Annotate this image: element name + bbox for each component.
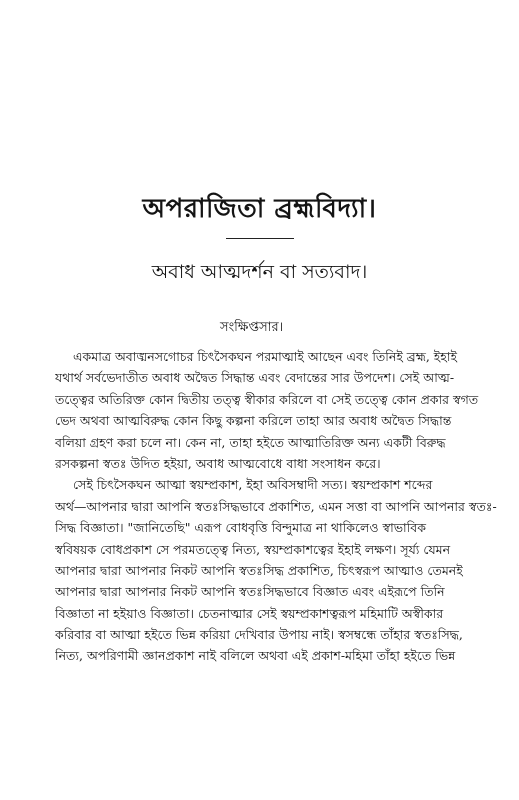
paragraph-line: বলিয়া গ্রহণ করা চলে না। কেন না, তাহা হইতে আত্মাতিরিক্ত অন্য একটী বিরুদ্ধ <box>55 434 446 450</box>
section-subtitle: অবাধ আত্মদর্শন বা সত্যবাদ। <box>151 261 368 283</box>
paragraph-line: করিবার বা আত্মা হইতে ভিন্ন করিয়া দেখিবার উপায় নাই। স্বসম্বন্ধে তাঁহার স্বতঃসিদ্ধ, <box>55 627 463 643</box>
paragraph-line: নিত্য, অপরিণামী জ্ঞানপ্রকাশ নাই বলিলে অথবা এই প্রকাশ-মহিমা তাঁহা হইতে ভিন্ন <box>55 648 456 664</box>
paragraph-line: বিজ্ঞাতা না হইয়াও বিজ্ঞাতা। চেতনাত্মার সেই স্বয়ম্প্রকাশত্বরূপ মহিমাটি অস্বীকার <box>55 605 444 621</box>
paragraph-line: আপনার দ্বারা আপনার নিকট আপনি স্বতঃসিদ্ধভাবে বিজ্ঞাত এবং এইরূপে তিনি <box>55 584 445 600</box>
paragraph-line: অর্থ—আপনার দ্বারা আপনি স্বতঃসিদ্ধভাবে প্রকাশিত, এমন সত্তা বা আপনি আপনার স্বতঃ- <box>55 498 497 514</box>
summary-heading: সংক্ষিপ্তসার। <box>220 320 284 335</box>
paragraph-line: তত্ত্বের অতিরিক্ত কোন দ্বিতীয় তত্ত্ব স্বীকার করিলে বা সেই তত্ত্বে কোন প্রকার স্বগত <box>55 391 479 407</box>
paragraph-line: সেই চিৎসৈকঘন আত্মা স্বয়ম্প্রকাশ, ইহা অবিসম্বাদী সত্য। স্বয়ম্প্রকাশ শব্দের <box>73 477 433 493</box>
title-divider <box>226 238 294 239</box>
paragraph-line: সিদ্ধ বিজ্ঞাতা। "জানিতেছি" এরূপ বোধবৃত্তি বিন্দুমাত্র না থাকিলেও স্বাভাবিক <box>55 520 426 536</box>
paragraph-line: আপনার দ্বারা আপনার নিকট আপনি স্বতঃসিদ্ধ প্রকাশিত, চিৎস্বরূপ আত্মাও তেমনই <box>55 562 463 578</box>
paragraph-line: স্ববিষয়ক বোধপ্রকাশ সে পরমতত্ত্বে নিত্য, স্বয়ম্প্রকাশত্বের ইহাই লক্ষণ। সূর্য্য যেমন <box>55 541 451 557</box>
paragraph-line: রসকল্পনা স্বতঃ উদিত হইয়া, অবাধ আত্মবোধে বাধা সংসাধন করে। <box>55 455 381 471</box>
paragraph-line: ভেদ অথবা আত্মবিরুদ্ধ কোন কিছু কল্পনা করিলে তাহা আর অবাধ অদ্বৈত সিদ্ধান্ত <box>55 413 452 429</box>
body-text <box>55 346 503 667</box>
page-title: অপরাজিতা ব্রহ্মবিদ্যা। <box>142 194 377 224</box>
paragraph-line: একমাত্র অবাঙ্মনসগোচর চিৎসৈকঘন পরমাত্মাই আছেন এবং তিনিই ব্রহ্ম, ইহাই <box>73 349 458 364</box>
paragraph-line: যথার্থ সর্বভেদাতীত অবাধ অদ্বৈত সিদ্ধান্ত এবং বেদান্তের সার উপদেশ। সেই আত্ম- <box>55 370 455 386</box>
